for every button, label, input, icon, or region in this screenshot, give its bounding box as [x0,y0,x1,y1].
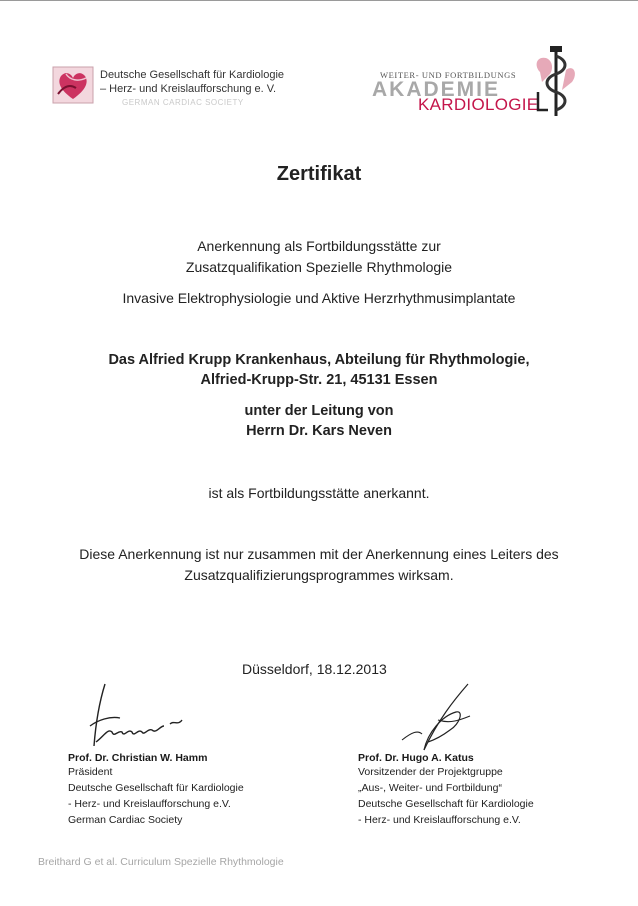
akademie-top-text: WEITER- UND FORTBILDUNGS [380,70,517,80]
katus-signature-icon [398,680,488,760]
institution-line1: Das Alfried Krupp Krankenhaus, Abteilung für Rhythmologie, [108,352,530,368]
dgk-subtitle: GERMAN CARDIAC SOCIETY [122,98,244,107]
dgk-name-line1: Deutsche Gesellschaft für Kardiologie [100,69,285,81]
signatory-left-line: Präsident [68,766,113,778]
signatory-left-line: Deutsche Gesellschaft für Kardiologie [68,782,244,794]
leadership-line1: unter der Leitung von [244,403,394,419]
footer-citation: Breithard G et al. Curriculum Spezielle Rhythmologie [38,856,284,868]
recognition-line1: Anerkennung als Fortbildungsstätte zur [197,238,441,254]
recognized-statement: ist als Fortbildungsstätte anerkannt. [208,485,430,501]
place-date: Düsseldorf, 18.12.2013 [242,661,387,677]
top-border-line [0,0,638,1]
leadership-line2: Herrn Dr. Kars Neven [246,423,392,439]
dgk-name [100,68,284,96]
signatory-left-name: Prof. Dr. Christian W. Hamm [68,752,208,764]
aesculapius-staff-logo-icon [530,42,582,120]
subject-line: Invasive Elektrophysiologie und Aktive Herzrhythmusimplantate [122,290,516,306]
akademie-sub-text: KARDIOLOGIE [418,95,539,114]
signatory-left [68,752,244,828]
signatory-right-line: Deutsche Gesellschaft für Kardiologie [358,798,534,810]
institution-line2: Alfried-Krupp-Str. 21, 45131 Essen [200,372,438,388]
dgk-name-line2: – Herz- und Kreislaufforschung e. V. [100,83,277,95]
certificate-title: Zertifikat [276,163,362,185]
hamm-signature-icon [80,680,200,750]
akademie-main-text: AKADEMIE [372,78,501,101]
signatory-right-name: Prof. Dr. Hugo A. Katus [358,752,474,764]
signatory-right [358,752,534,828]
signatory-right-line: Vorsitzender der Projektgruppe [358,766,503,778]
condition-line1: Diese Anerkennung ist nur zusammen mit der Anerkennung eines Leiters des [79,546,559,562]
signatory-left-line: - Herz- und Kreislaufforschung e.V. [68,798,231,810]
condition-line2: Zusatzqualifizierungsprogrammes wirksam. [184,567,454,583]
signatory-right-line: „Aus-, Weiter- und Fortbildung“ [358,782,502,794]
signatory-left-line: German Cardiac Society [68,814,183,826]
recognition-line2: Zusatzqualifikation Spezielle Rhythmologie [185,259,453,275]
dgk-heart-logo-icon [52,66,94,104]
signatory-right-line: - Herz- und Kreislaufforschung e.V. [358,814,521,826]
